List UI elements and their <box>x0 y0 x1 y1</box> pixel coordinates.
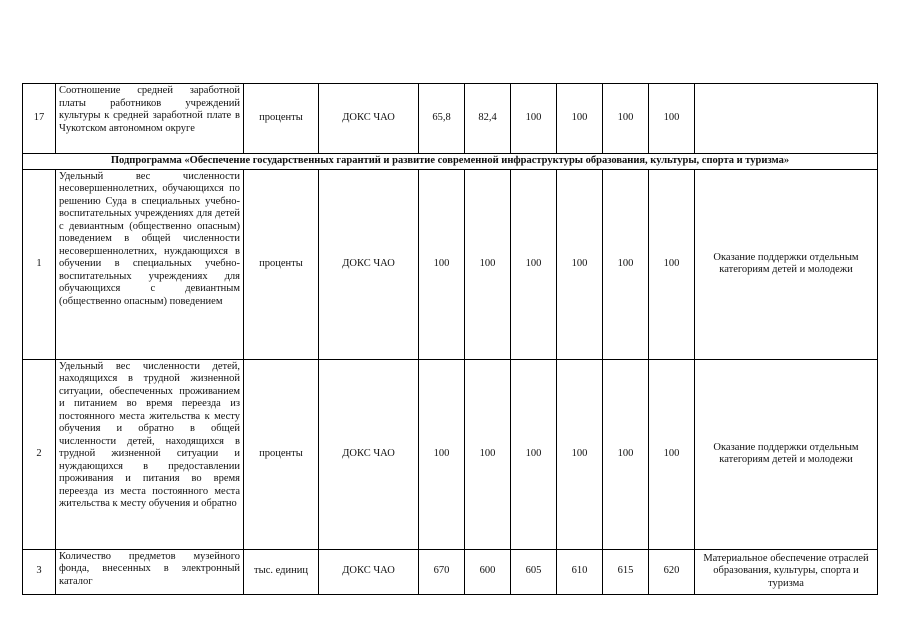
source-cell: ДОКС ЧАО <box>319 169 419 359</box>
unit-cell: проценты <box>244 169 319 359</box>
indicator-description: Количество предметов музейного фонда, внесенных в электронный каталог <box>56 549 244 594</box>
value-cell: 620 <box>649 549 695 594</box>
value-cell: 82,4 <box>465 84 511 154</box>
value-cell: 100 <box>603 359 649 549</box>
table-row <box>23 84 878 154</box>
value-cell: 65,8 <box>419 84 465 154</box>
subprogram-header-row <box>23 154 878 170</box>
note-cell: Оказание поддержки отдельным категориям детей и молодежи <box>695 359 878 549</box>
value-cell: 100 <box>419 359 465 549</box>
value-cell: 100 <box>649 84 695 154</box>
row-number: 1 <box>23 169 56 359</box>
unit-cell: проценты <box>244 84 319 154</box>
row-number: 2 <box>23 359 56 549</box>
row-number: 3 <box>23 549 56 594</box>
indicator-description: Удельный вес численности детей, находящихся в трудной жизненной ситуации, обеспеченных проживанием и питанием во время переезда из постоянного места жительства к месту обучения и обратно в общей численности детей, находящихся в трудной жизненной ситуации и нуждающихся в предоставлении проживания и питания во время переезда из места постоянного места жительства к месту обучения и обратно <box>56 359 244 549</box>
value-cell: 100 <box>557 169 603 359</box>
value-cell: 100 <box>419 169 465 359</box>
value-cell: 100 <box>511 84 557 154</box>
source-cell: ДОКС ЧАО <box>319 359 419 549</box>
row-number: 17 <box>23 84 56 154</box>
value-cell: 100 <box>465 169 511 359</box>
indicator-description: Соотношение средней заработной платы работников учреждений культуры к средней заработной плате в Чукотском автономном округе <box>56 84 244 154</box>
note-cell <box>695 84 878 154</box>
table-row <box>23 169 878 359</box>
value-cell: 615 <box>603 549 649 594</box>
value-cell: 605 <box>511 549 557 594</box>
value-cell: 100 <box>603 84 649 154</box>
subprogram-title: Подпрограмма «Обеспечение государственных гарантий и развитие современной инфраструктуры образования, культуры, спорта и туризма» <box>23 154 878 170</box>
unit-cell: проценты <box>244 359 319 549</box>
value-cell: 100 <box>649 359 695 549</box>
table-row <box>23 359 878 549</box>
value-cell: 100 <box>557 84 603 154</box>
table-row <box>23 549 878 594</box>
note-cell: Оказание поддержки отдельным категориям детей и молодежи <box>695 169 878 359</box>
value-cell: 610 <box>557 549 603 594</box>
value-cell: 100 <box>511 359 557 549</box>
unit-cell: тыс. единиц <box>244 549 319 594</box>
source-cell: ДОКС ЧАО <box>319 84 419 154</box>
value-cell: 100 <box>649 169 695 359</box>
source-cell: ДОКС ЧАО <box>319 549 419 594</box>
value-cell: 670 <box>419 549 465 594</box>
indicators-table <box>22 83 878 595</box>
note-cell: Материальное обеспечение отраслей образования, культуры, спорта и туризма <box>695 549 878 594</box>
value-cell: 100 <box>603 169 649 359</box>
value-cell: 600 <box>465 549 511 594</box>
indicator-description: Удельный вес численности несовершеннолетних, обучающихся по решению Суда в специальных учебно-воспитательных учреждениях для детей с девиантным (общественно опасным) поведением в общей численности несовершеннолетних, нуждающихся в обучении в специальных учебно-воспитательных учреждениях для обучающихся с девиантным (общественно опасным) поведением <box>56 169 244 359</box>
value-cell: 100 <box>557 359 603 549</box>
value-cell: 100 <box>465 359 511 549</box>
value-cell: 100 <box>511 169 557 359</box>
